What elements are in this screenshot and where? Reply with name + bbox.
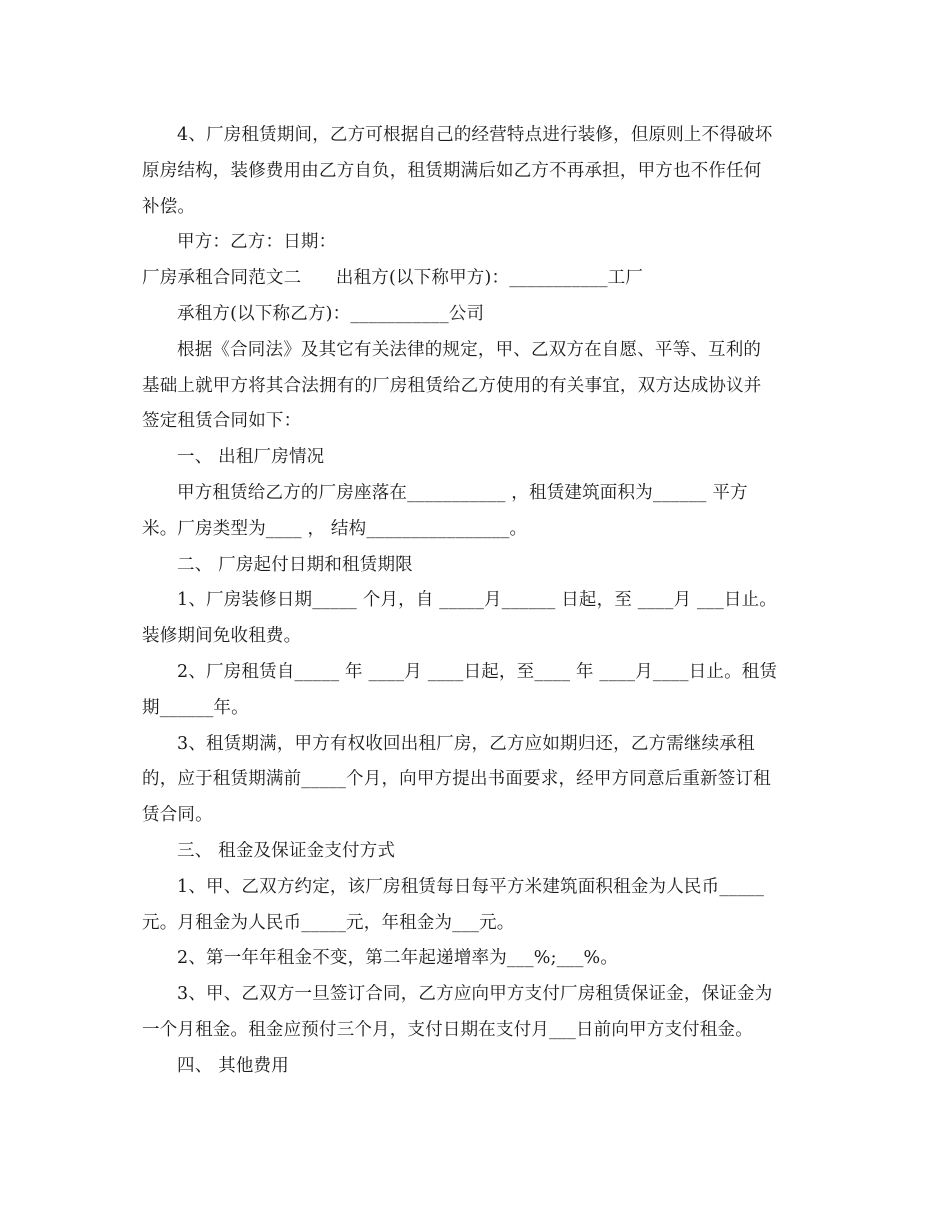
text-line: 3、租赁期满，甲方有权收回出租厂房，乙方应如期归还，乙方需继续承租 (177, 733, 755, 754)
text-line: 4、厂房租赁期间，乙方可根据自己的经营特点进行装修，但原则上不得破坏 (177, 125, 773, 145)
text-line: 1、厂房装修日期_____ 个月，自 _____月______ 日起，至 ____月 ___日止。 (177, 590, 777, 611)
section-title-line: 厂房承租合同范文二 出租方(以下称甲方)：___________工厂 (142, 268, 644, 289)
text-line: 2、厂房租赁自_____ 年 ____月 ____日起，至____ 年 ____月____日止。租赁 (177, 661, 778, 682)
text-line: 原房结构，装修费用由乙方自负，租赁期满后如乙方不再承担，甲方也不作任何 (142, 160, 762, 181)
signature-line: 甲方：乙方：日期： (177, 232, 337, 253)
section-heading: 三、 租金及保证金支付方式 (177, 840, 396, 861)
text-line: 元。月租金为人民币_____元，年租金为___元。 (142, 912, 515, 933)
text-line: 赁合同。 (142, 805, 213, 826)
text-line: 米。厂房类型为____ ， 结构________________。 (142, 518, 528, 539)
text-line: 3、甲、乙双方一旦签订合同，乙方应向甲方支付厂房租赁保证金，保证金为 (177, 984, 773, 1005)
text-line: 签定租赁合同如下： (142, 411, 302, 432)
text-line: 的，应于租赁期满前_____个月，向甲方提出书面要求，经甲方同意后重新签订租 (142, 769, 771, 790)
text-line: 装修期间免收租费。 (142, 626, 302, 647)
tenant-line: 承租方(以下称乙方)：___________公司 (177, 303, 485, 324)
text-line: 补偿。 (142, 196, 196, 217)
text-line: 2、第一年年租金不变，第二年起递增率为___%;___%。 (177, 948, 619, 969)
text-line: 基础上就甲方将其合法拥有的厂房租赁给乙方使用的有关事宜，双方达成协议并 (142, 375, 762, 396)
document-page (142, 118, 810, 1085)
text-line: 甲方租赁给乙方的厂房座落在___________ ，租赁建筑面积为______ 平方 (177, 482, 748, 503)
text-line: 根据《合同法》及其它有关法律的规定，甲、乙双方在自愿、平等、互利的 (177, 339, 762, 360)
section-heading: 一、 出租厂房情况 (177, 447, 325, 468)
section-heading: 二、 厂房起付日期和租赁期限 (177, 554, 413, 575)
text-line: 一个月租金。租金应预付三个月，支付日期在支付月___日前向甲方支付租金。 (142, 1019, 753, 1040)
text-line: 1、甲、乙双方约定，该厂房租赁每日每平方米建筑面积租金为人民币_____ (177, 876, 765, 897)
text-line: 期______年。 (142, 697, 249, 718)
section-heading: 四、 其他费用 (177, 1055, 289, 1076)
